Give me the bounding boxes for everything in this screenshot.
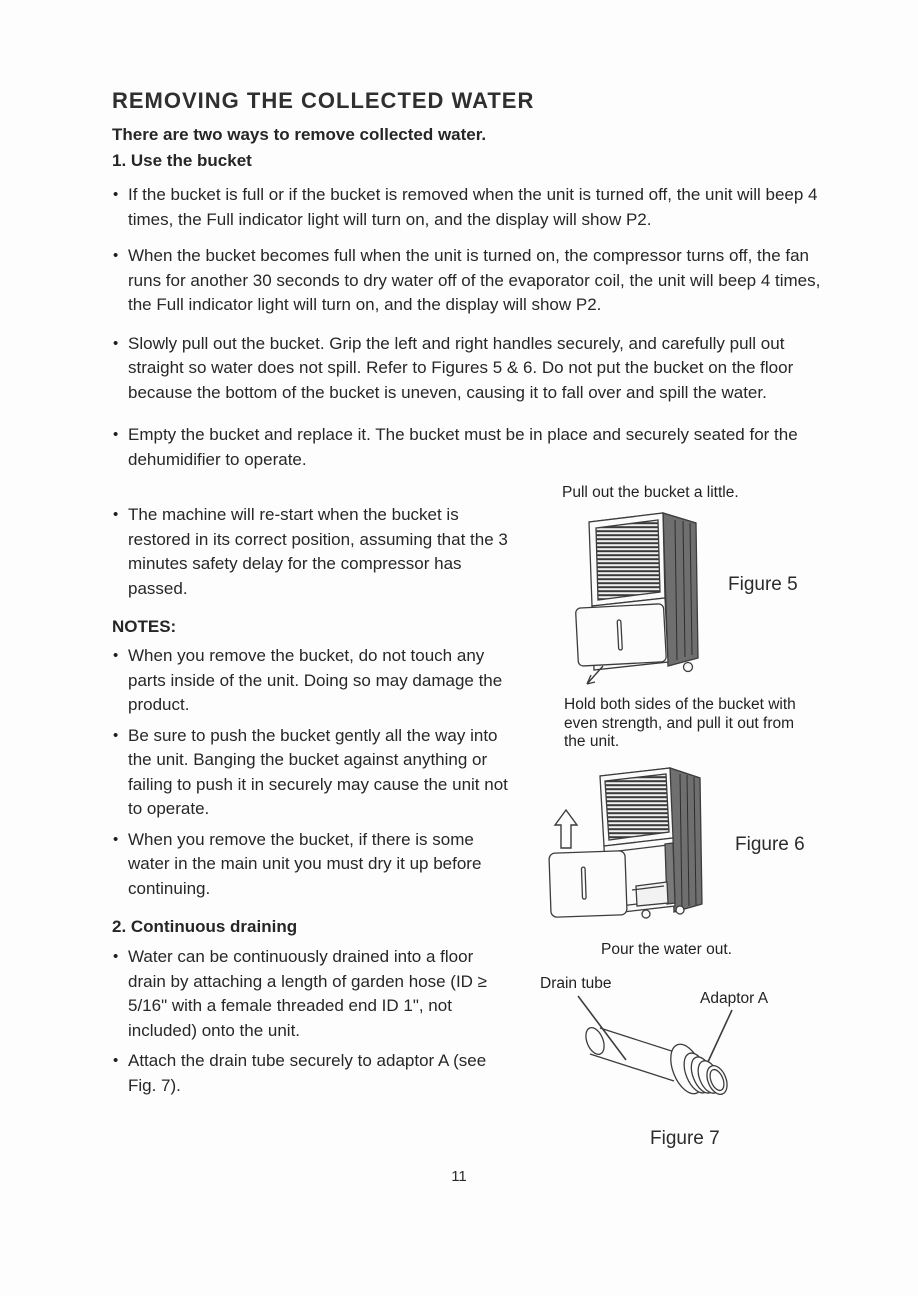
- figures-column: [500, 478, 918, 1190]
- caster-wheel: [684, 663, 693, 672]
- bullet-item: • Slowly pull out the bucket. Grip the left and right handles securely, and carefully pull out straight so water does not spill. Refer to Figures 5 & 6. Do not put the bucket on the floor because the bottom of the bucket is uneven, causing it to fall over and spill the water.: [112, 332, 824, 406]
- caster-wheel: [642, 910, 650, 918]
- bullet-item: • The machine will re-start when the bucket is restored in its correct position, assuming that the 3 minutes safety delay for the compressor has passed.: [112, 503, 514, 601]
- page-title: REMOVING THE COLLECTED WATER: [112, 88, 535, 113]
- bullet-item: • Empty the bucket and replace it. The bucket must be in place and securely seated for the dehumidifier to operate.: [112, 423, 824, 472]
- bullet-item: • Water can be continuously drained into a floor drain by attaching a length of garden hose (ID ≥ 5/16" with a female threaded end ID 1", not included) onto the unit.: [112, 945, 514, 1043]
- bullet-item: • Attach the drain tube securely to adaptor A (see Fig. 7).: [112, 1049, 514, 1098]
- water-bucket: [575, 604, 666, 667]
- section1-heading: 1. Use the bucket: [112, 151, 252, 170]
- figure6-label: Figure 6: [735, 834, 805, 855]
- intro-text: There are two ways to remove collected water.: [112, 125, 487, 144]
- page-number: 11: [451, 1168, 467, 1185]
- bullet-item: • Be sure to push the bucket gently all the way into the unit. Banging the bucket against anything or failing to push it in securely may cause the unit not to operate.: [112, 724, 514, 822]
- figure7-caption: Pour the water out.: [601, 941, 732, 958]
- section2-heading: 2. Continuous draining: [112, 917, 298, 936]
- left-column: [112, 503, 514, 1098]
- side-panel: [663, 513, 698, 666]
- adaptor-a-callout-label: Adaptor A: [700, 990, 769, 1007]
- figure7-label: Figure 7: [650, 1128, 720, 1149]
- bullet-item: • When you remove the bucket, do not touch any parts inside of the unit. Doing so may damage the product.: [112, 644, 514, 718]
- figure5-caption: Pull out the bucket a little.: [562, 484, 739, 501]
- adaptor-a: [664, 1040, 731, 1099]
- drain-tube-adaptor-drawing: [540, 994, 760, 1119]
- bullet-item: • When you remove the bucket, if there is some water in the main unit you must dry it up before continuing.: [112, 828, 514, 902]
- air-grille: [596, 520, 660, 600]
- figure6-caption: Hold both sides of the bucket with even strength, and pull it out from the unit.: [564, 696, 796, 750]
- dehumidifier-bucket-removed-drawing: [548, 764, 733, 926]
- caster-wheel: [676, 906, 684, 914]
- bullet-item: • When the bucket becomes full when the unit is turned on, the compressor turns off, the fan runs for another 30 seconds to dry water off of the evaporator coil, the unit will beep 4 times, the Full indicator light will turn on, and the display will show P2.: [112, 244, 824, 318]
- up-arrow-icon: [555, 810, 577, 848]
- notes-heading: NOTES:: [112, 617, 177, 636]
- air-grille: [605, 774, 669, 840]
- drain-tube-callout-label: Drain tube: [540, 975, 612, 992]
- bullet-item: • If the bucket is full or if the bucket is removed when the unit is turned off, the unit will beep 4 times, the Full indicator light will turn on, and the display will show P2.: [112, 183, 824, 232]
- dehumidifier-bucket-ajar-drawing: [575, 506, 720, 696]
- top-section: [112, 88, 824, 472]
- adaptor-pointer-line: [707, 1010, 732, 1064]
- drain-tube: [582, 1025, 684, 1081]
- figure5-label: Figure 5: [728, 574, 798, 595]
- water-bucket: [549, 851, 627, 918]
